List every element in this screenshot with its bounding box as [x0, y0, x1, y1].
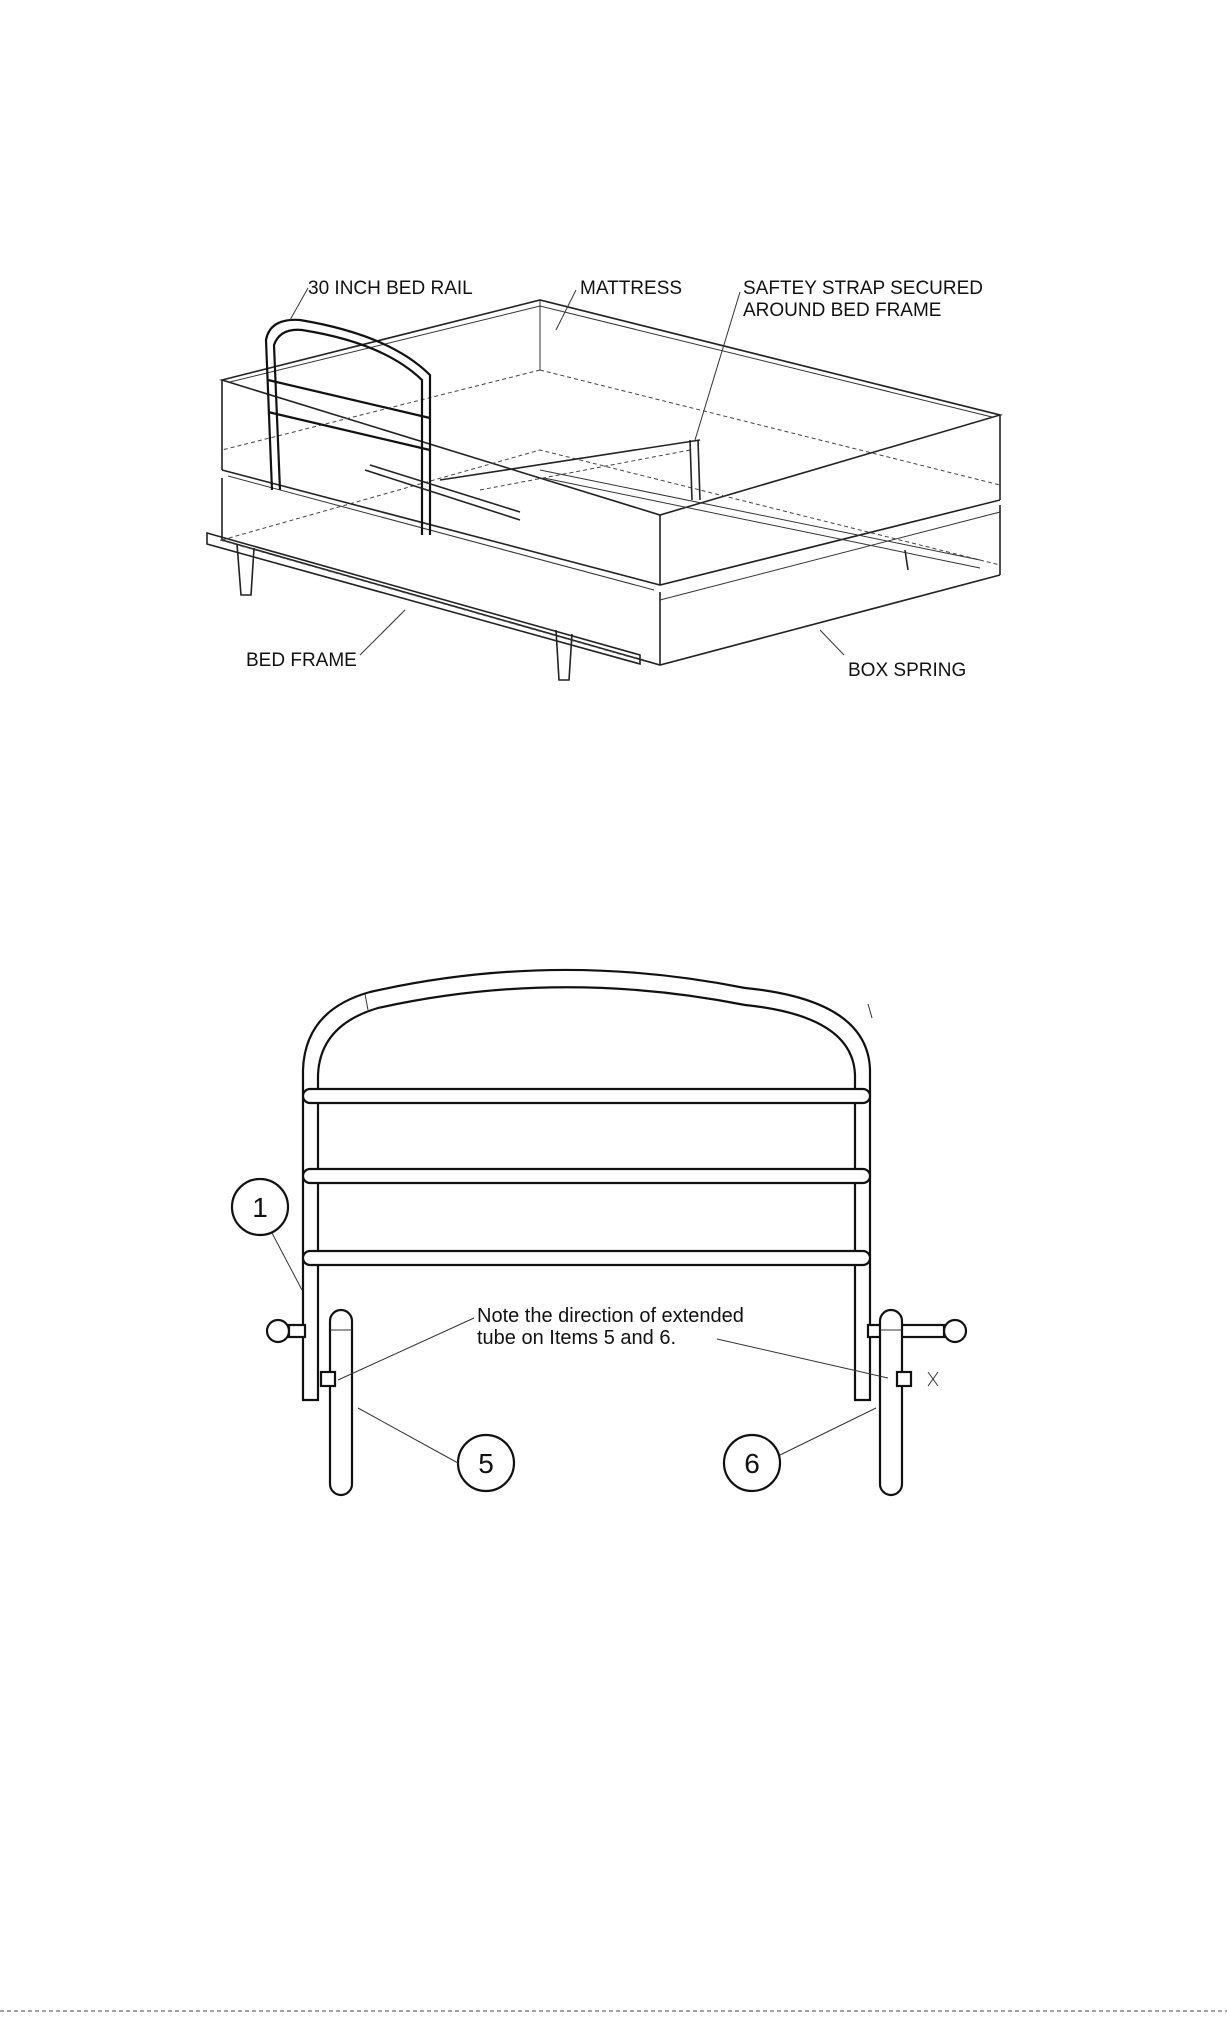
mounting-tube-5 — [321, 1310, 352, 1495]
bed-rail-front-view-figure — [232, 970, 966, 1495]
label-bed-rail: 30 INCH BED RAIL — [308, 278, 473, 299]
label-mattress: MATTRESS — [580, 278, 683, 299]
leader-lines — [290, 288, 844, 655]
balloon-5-number: 5 — [478, 1448, 494, 1479]
mattress-drawing — [222, 300, 1000, 590]
knob-left — [267, 1320, 305, 1342]
label-strap-line2: AROUND BED FRAME — [743, 300, 942, 321]
label-strap-line1: SAFTEY STRAP SECURED — [743, 278, 984, 299]
box-spring-drawing — [222, 450, 1000, 665]
bed-assembly-figure — [207, 278, 1000, 681]
note-line1: Note the direction of extended — [477, 1305, 744, 1327]
balloon-1-number: 1 — [252, 1192, 268, 1223]
label-bed-frame: BED FRAME — [246, 650, 357, 671]
note-line2: tube on Items 5 and 6. — [477, 1327, 677, 1349]
balloon-6-number: 6 — [744, 1448, 760, 1479]
label-box-spring: BOX SPRING — [848, 660, 967, 681]
rail-crossbars — [303, 1089, 870, 1265]
